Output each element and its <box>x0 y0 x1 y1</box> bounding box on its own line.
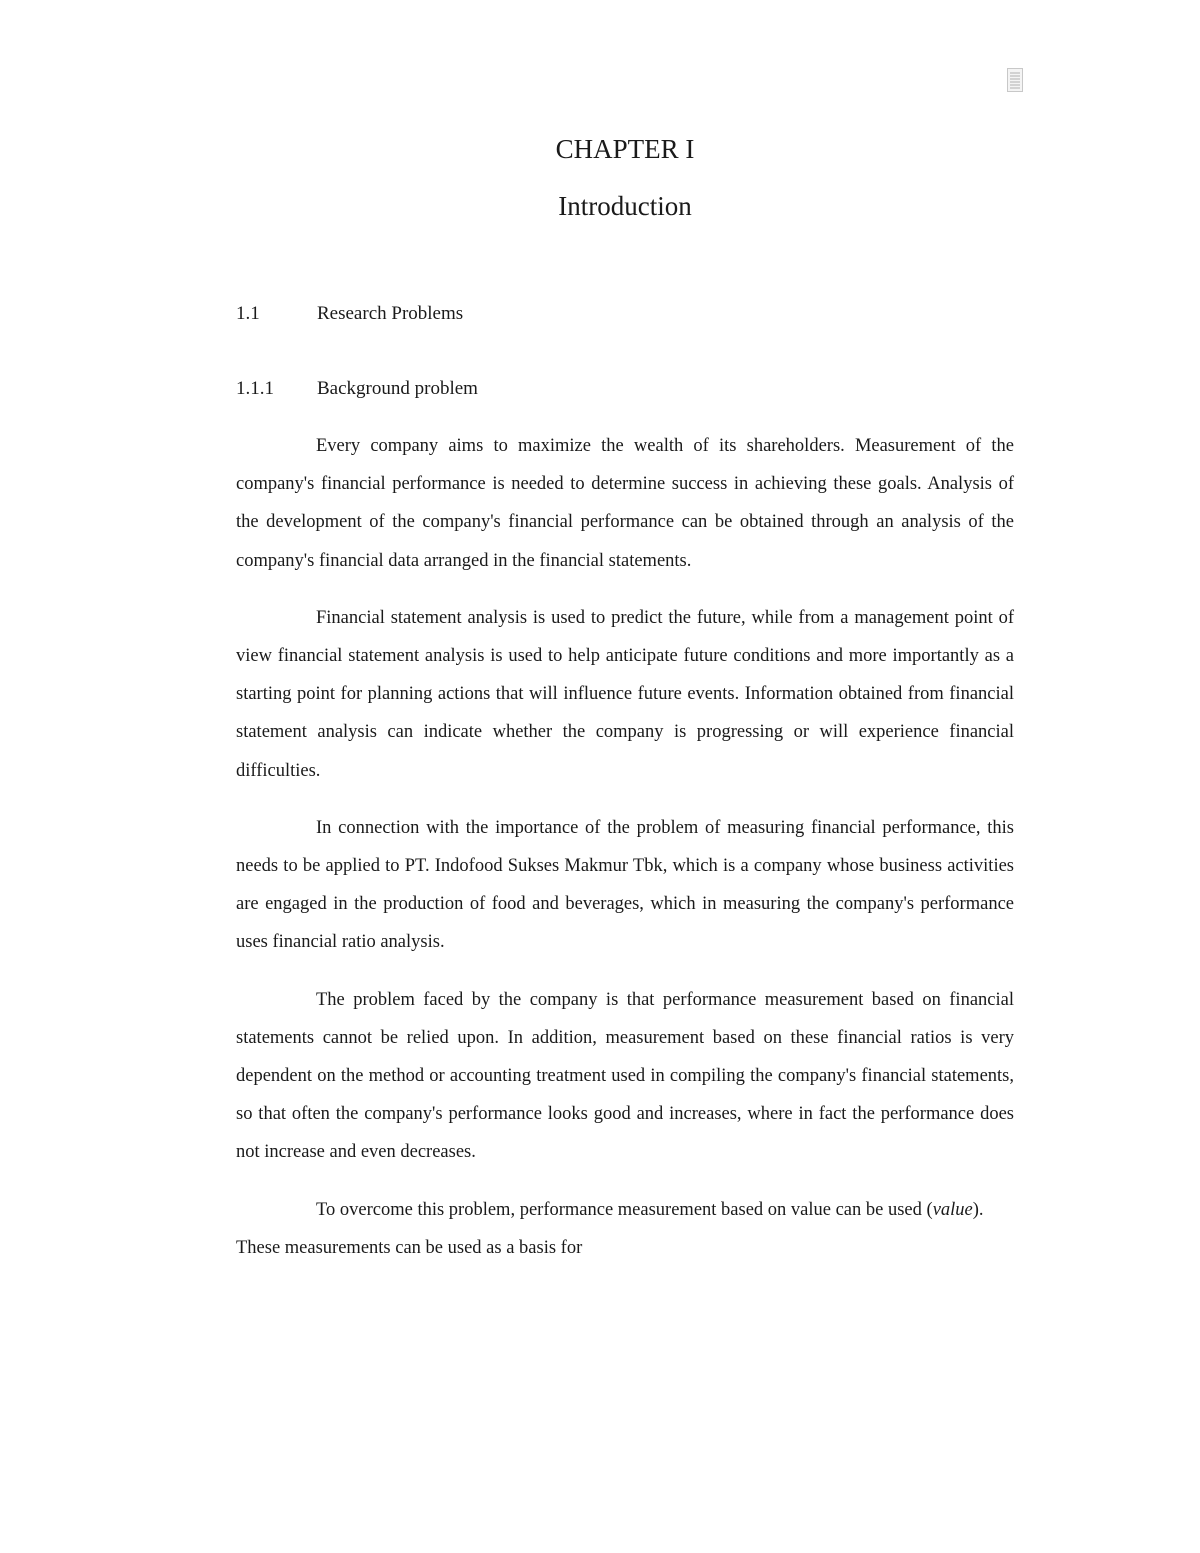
subsection-heading <box>236 376 478 402</box>
subsection-title: Background problem <box>317 378 478 399</box>
paragraph-2: Financial statement analysis is used to predict the future, while from a management point of view financial statement analysis is used to help anticipate future conditions and more importantly as a starting point for planning actions that will influence future events. Information obtained from financial statement analysis can indicate whether the company is progressing or will experience financial difficulties. <box>236 607 1014 781</box>
body-text <box>236 427 1014 1286</box>
document-page-icon <box>1007 68 1023 92</box>
paragraph-5 <box>236 1191 1014 1267</box>
paragraph-1: Every company aims to maximize the wealth of its shareholders. Measurement of the company's financial performance is needed to determine success in achieving these goals. Analysis of the development of the company's financial performance can be obtained through an analysis of the company's financial data arranged in the financial statements. <box>236 436 1014 571</box>
paragraph-3: In connection with the importance of the problem of measuring financial performance, this needs to be applied to PT. Indofood Sukses Makmur Tbk, which is a company whose business activities are engaged in the production of food and beverages, which in measuring the company's performance uses financial ratio analysis. <box>236 817 1014 953</box>
subsection-number: 1.1.1 <box>236 378 274 399</box>
paragraph-5-start: To overcome this problem, performance measurement based on value can be used ( <box>316 1199 933 1220</box>
section-title: Research Problems <box>317 303 464 324</box>
paragraph-5-end: ). These measurements can be used as a basis for <box>236 1199 984 1258</box>
section-number: 1.1 <box>236 303 260 324</box>
paragraph-4: The problem faced by the company is that performance measurement based on financial statements cannot be relied upon. In addition, measurement based on these financial ratios is very dependent on the method or accounting treatment used in compiling the company's financial statements, so that often the company's performance looks good and increases, where in fact the performance does not increase and even decreases. <box>236 989 1014 1163</box>
chapter-subtitle: Introduction <box>558 191 692 221</box>
paragraph-5-italic: value <box>932 1199 973 1220</box>
chapter-title: CHAPTER I <box>555 134 695 164</box>
section-heading <box>236 301 463 327</box>
